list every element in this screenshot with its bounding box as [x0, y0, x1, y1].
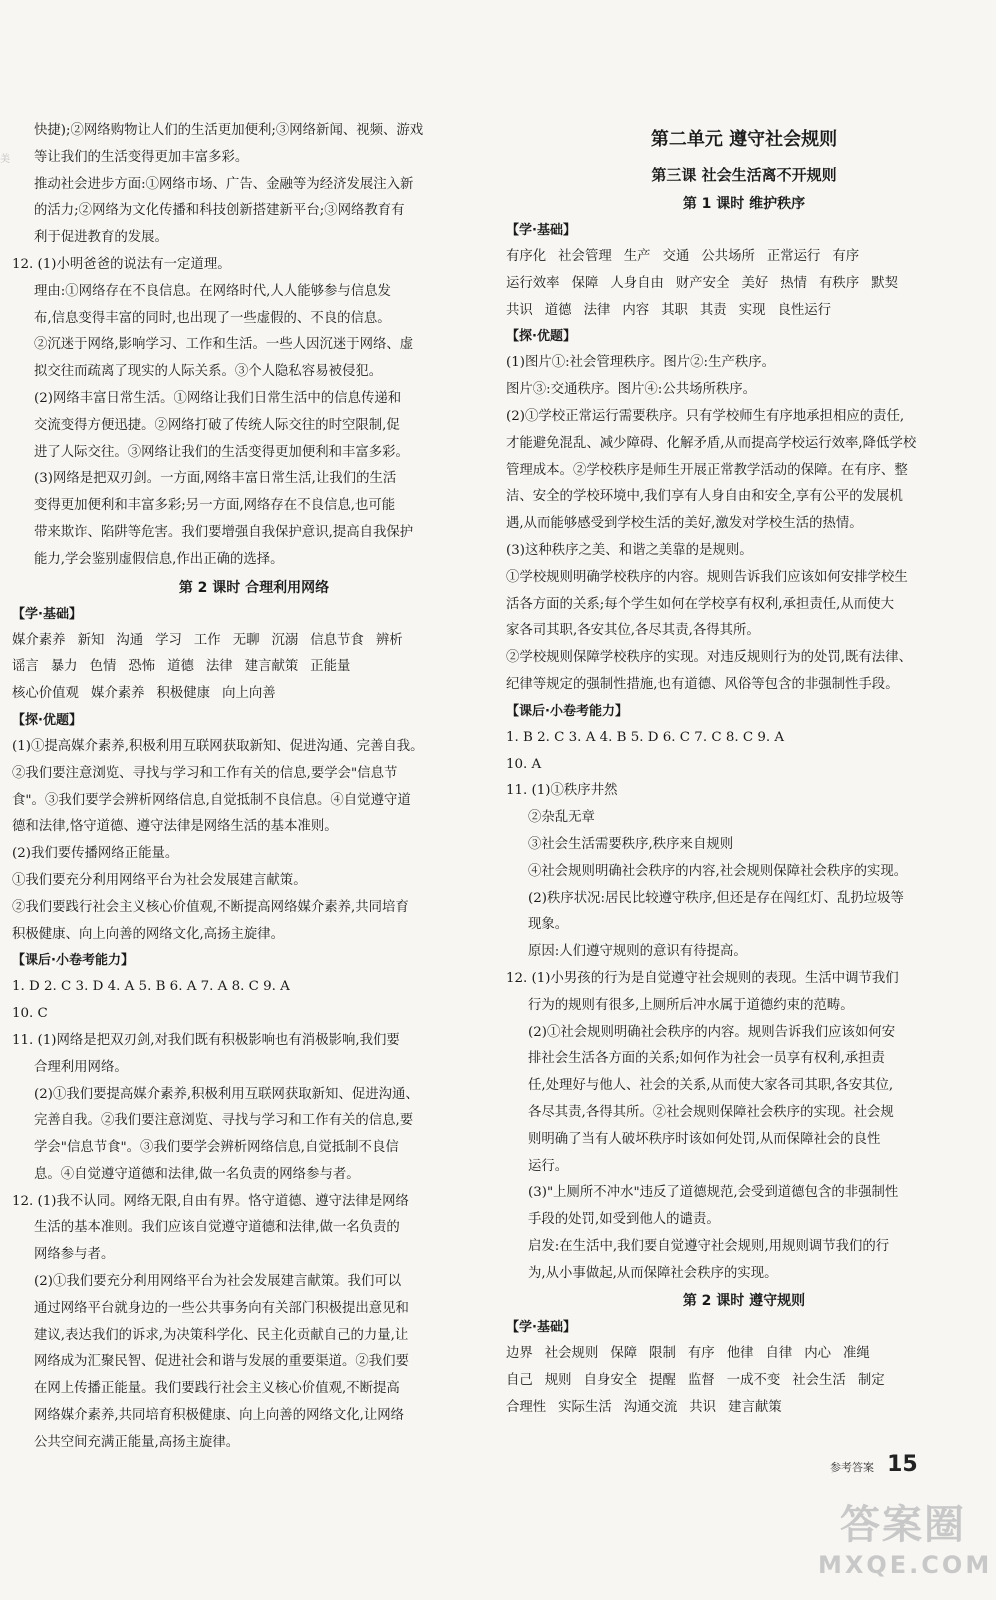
text-line: 完善自我。②我们要注意浏览、寻找与学习和工作有关的信息,要	[34, 1113, 414, 1129]
keyword: 学习	[155, 632, 182, 648]
keyword-row	[506, 1341, 982, 1368]
keyword: 生产	[623, 249, 651, 264]
text-line: 德和法律,恪守道德、遵守法律是网络生活的基本准则。	[12, 819, 338, 835]
keyword: 法律	[205, 659, 233, 675]
keyword: 色情	[89, 659, 117, 675]
text-line: ②我们要注意浏览、寻找与学习和工作有关的信息,要学会"信息节	[12, 765, 398, 781]
text-line: 网络成为汇聚民智、促进社会和谐与发展的重要渠道。②我们要	[34, 1354, 409, 1370]
left-answers-part2	[12, 734, 496, 948]
text-line: ①学校规则明确学校秩序的内容。规则告诉我们应该如何安排学校生	[506, 569, 908, 585]
section-learn-basics: 【学·基础】	[506, 223, 576, 238]
text-line: 利于促进教育的发展。	[34, 230, 168, 246]
keyword: 核心价值观	[12, 686, 79, 702]
keyword: 限制	[649, 1346, 676, 1362]
text-line: 网络参与者。	[34, 1247, 115, 1263]
text-line: (2)①我们要充分利用网络平台为社会发展建言献策。我们可以	[34, 1274, 402, 1290]
text-line: 为,从小事做起,从而保障社会秩序的实现。	[528, 1265, 778, 1281]
left-answers-part1	[12, 118, 496, 574]
text-line: 10. A	[506, 756, 542, 772]
text-line: ①我们要充分利用网络平台为社会发展建言献策。	[12, 872, 307, 888]
text-line: 拟交往而疏离了现实的人际关系。③个人隐私容易被侵犯。	[34, 364, 383, 380]
text-line: 的活力;②网络为文化传播和科技创新搭建新平台;③网络教育有	[34, 203, 405, 219]
keyword: 规则	[544, 1373, 572, 1389]
keyword: 社会规则	[544, 1346, 599, 1362]
keyword: 内心	[804, 1346, 832, 1362]
keyword-row	[12, 628, 496, 655]
keyword: 有序化	[506, 249, 547, 264]
text-line: 推动社会进步方面:①网络市场、广告、金融等为经济发展注入新	[34, 176, 414, 192]
text-line: (1)图片①:社会管理秩序。图片②:生产秩序。	[506, 355, 776, 371]
keyword: 共识	[506, 302, 533, 318]
section-learn-basics: 【学·基础】	[506, 1320, 576, 1336]
keyword: 有序	[687, 1346, 715, 1362]
text-line: 原因:人们遵守规则的意识有待提高。	[528, 944, 747, 960]
keyword: 其职	[661, 302, 688, 318]
text-line: 12. (1)我不认同。网络无限,自由有界。恪守道德、遵守法律是网络	[12, 1193, 409, 1209]
text-line: 11. (1)①秩序井然	[506, 783, 618, 799]
text-line: 10. C	[12, 1006, 48, 1022]
period-2-title: 第 2 课时 遵守规则	[682, 1293, 806, 1310]
keyword: 恐怖	[128, 659, 156, 675]
text-line: 运行。	[528, 1158, 569, 1174]
watermark-domain: MXQE.COM	[818, 1551, 993, 1579]
keyword: 自己	[506, 1373, 533, 1389]
text-line: 息。④自觉遵守道德和法律,做一名负责的网络参与者。	[34, 1166, 360, 1182]
keyword: 媒介素养	[90, 686, 145, 702]
keyword: 社会管理	[558, 249, 612, 264]
keyword: 无聊	[232, 632, 260, 648]
keyword: 公共场所	[701, 249, 755, 264]
text-line: 建议,表达我们的诉求,为决策科学化、民主化贡献自己的力量,让	[34, 1327, 409, 1343]
text-line: (2)网络丰富日常生活。①网络让我们日常生活中的信息传递和	[34, 390, 402, 406]
margin-mark: 美	[0, 154, 10, 165]
text-line: 网络媒介素养,共同培育积极健康、向上向善的网络文化,让网络	[34, 1408, 405, 1424]
period-1-title: 第 1 课时 维护秩序	[682, 196, 806, 212]
text-line: (2)①我们要提高媒介素养,积极利用互联网获取新知、促进沟通、	[34, 1086, 419, 1102]
text-line: ②学校规则保障学校秩序的实现。对违反规则行为的处罚,既有法律、	[506, 650, 912, 666]
keyword: 监督	[687, 1373, 715, 1389]
keyword: 热情	[780, 275, 808, 291]
text-line: 公共空间充满正能量,高扬主旋律。	[34, 1434, 240, 1450]
text-line: 家各司其职,各安其位,各尽其责,各得其所。	[506, 623, 760, 639]
text-line: 食"。③我们要学会辨析网络信息,自觉抵制不良信息。④自觉遵守道	[12, 792, 411, 808]
keyword-row	[506, 1368, 982, 1395]
text-line: 才能避免混乱、减少障碍、化解矛盾,从而提高学校运行效率,降低学校	[506, 435, 917, 451]
keyword: 谣言	[12, 659, 39, 675]
text-line: 手段的处罚,如受到他人的谴责。	[528, 1212, 720, 1228]
text-line: 布,信息变得丰富的同时,也出现了一些虚假的、不良的信息。	[34, 310, 391, 326]
keyword: 正能量	[310, 659, 351, 675]
keyword: 社会生活	[792, 1373, 846, 1389]
page-footer	[830, 1452, 918, 1477]
text-line: 图片③:交通秩序。图片④:公共场所秩序。	[506, 382, 757, 398]
text-line: 活各方面的关系;每个学生如何在学校享有权利,承担责任,从而使大	[506, 596, 894, 612]
keyword-row	[12, 654, 496, 681]
text-line: (1)①提高媒介素养,积极利用互联网获取新知、促进沟通、完善自我。	[12, 738, 424, 754]
keyword: 法律	[583, 302, 611, 318]
text-line: ③社会生活需要秩序,秩序来自规则	[528, 836, 734, 852]
watermark-text: 答案圈	[840, 1502, 966, 1548]
keyword: 财产安全	[675, 275, 730, 291]
keyword: 运行效率	[506, 275, 560, 291]
keyword: 边界	[506, 1346, 533, 1362]
footer-label: 参考答案	[830, 1461, 874, 1474]
text-line: 通过网络平台就身边的一些公共事务向有关部门积极提出意见和	[34, 1300, 409, 1316]
text-line: 排社会生活各方面的关系;如何作为社会一员享有权利,承担责	[528, 1051, 885, 1067]
text-line: 则明确了当有人破坏秩序时该如何处罚,从而保障社会的良性	[528, 1131, 881, 1147]
keyword: 有序	[832, 249, 860, 264]
text-line: ②我们要践行社会主义核心价值观,不断提高网络媒介素养,共同培育	[12, 899, 409, 915]
text-line: 管理成本。②学校秩序是师生开展正常教学活动的保障。在有序、整	[506, 462, 908, 478]
text-line: 带来欺诈、陷阱等危害。我们要增强自我保护意识,提高自我保护	[34, 524, 414, 540]
section-learn-basics: 【学·基础】	[12, 606, 82, 622]
text-line: 行为的规则有很多,上厕所后冲水属于道德约束的范畴。	[528, 997, 854, 1013]
text-line: 各尽其责,各得其所。②社会规则保障社会秩序的实现。社会规	[528, 1104, 894, 1120]
left-column	[12, 118, 496, 1457]
text-line: (2)秩序状况:居民比较遵守秩序,但还是存在闯红灯、乱扔垃圾等	[528, 890, 904, 906]
text-line: 交流变得方便迅捷。②网络打破了传统人际交往的时空限制,促	[34, 417, 400, 433]
section-after-class: 【课后·小卷考能力】	[506, 703, 628, 719]
keyword: 一成不变	[726, 1373, 781, 1389]
keyword: 积极健康	[156, 686, 211, 702]
right-column	[506, 118, 982, 1422]
keyword: 其责	[699, 302, 727, 318]
text-line: 任,处理好与他人、社会的关系,从而使大家各司其职,各安其位,	[528, 1078, 894, 1094]
keyword: 准绳	[843, 1346, 870, 1362]
keyword-row	[506, 271, 982, 298]
text-line: 学会"信息节食"。③我们要学会辨析网络信息,自觉抵制不良信	[34, 1140, 399, 1156]
text-line: (3)网络是把双刃剑。一方面,网络丰富日常生活,让我们的生活	[34, 471, 397, 487]
right-answers-part2	[506, 725, 982, 1288]
section-after-class: 【课后·小卷考能力】	[12, 953, 134, 969]
text-line: 1. B 2. C 3. A 4. B 5. D 6. C 7. C 8. C 9. A	[506, 729, 785, 745]
text-line: (2)①社会规则明确社会秩序的内容。规则告诉我们应该如何安	[528, 1024, 896, 1040]
text-line: (3)"上厕所不冲水"违反了道德规范,会受到道德包含的非强制性	[528, 1185, 899, 1201]
section-explore: 【探·优题】	[12, 712, 82, 728]
keyword: 共识	[689, 1400, 717, 1416]
keyword: 合理性	[506, 1400, 547, 1416]
keyword: 提醒	[649, 1373, 676, 1389]
keyword-row	[506, 244, 982, 271]
keyword: 新知	[77, 632, 105, 648]
keyword: 有秩序	[819, 275, 860, 291]
text-line: ②沉迷于网络,影响学习、工作和生活。一些人因沉迷于网络、虚	[34, 337, 414, 353]
keyword: 暴力	[50, 659, 78, 675]
text-line: ②杂乱无章	[528, 810, 595, 826]
text-line: 生活的基本准则。我们应该自觉遵守道德和法律,做一名负责的	[34, 1220, 400, 1236]
text-line: 遇,从而能够感受到学校生活的美好,激发对学校生活的热情。	[506, 516, 863, 532]
text-line: 现象。	[528, 917, 569, 933]
text-line: 快捷);②网络购物让人们的生活更加便利;③网络新闻、视频、游戏	[34, 123, 424, 138]
keyword: 建言献策	[244, 659, 299, 675]
text-line: 进了人际交往。③网络让我们的生活变得更加便利和丰富多彩。	[34, 444, 409, 460]
text-line: (2)①学校正常运行需要秩序。只有学校师生有序地承担相应的责任,	[506, 408, 905, 424]
keyword: 他律	[726, 1346, 754, 1362]
text-line: 积极健康、向上向善的网络文化,高扬主旋律。	[12, 926, 285, 942]
text-line: 1. D 2. C 3. D 4. A 5. B 6. A 7. A 8. C 9. A	[12, 979, 290, 995]
text-line: 12. (1)小明爸爸的说法有一定道理。	[12, 256, 231, 272]
keyword: 沉溺	[271, 632, 299, 648]
text-line: 合理利用网络。	[34, 1059, 128, 1075]
keyword: 保障	[571, 275, 599, 291]
text-line: (2)我们要传播网络正能量。	[12, 846, 179, 862]
text-line: 变得更加便利和丰富多彩;另一方面,网络存在不良信息,也可能	[34, 498, 396, 514]
text-line: 在网上传播正能量。我们要践行社会主义核心价值观,不断提高	[34, 1381, 400, 1397]
keyword: 工作	[193, 632, 221, 648]
keyword: 实现	[738, 302, 766, 318]
left-answers-part3	[12, 974, 496, 1456]
lesson-title: 第三课 社会生活离不开规则	[651, 166, 837, 184]
page-number: 15	[887, 1452, 918, 1477]
keyword: 人身自由	[610, 275, 664, 291]
text-line: (3)这种秩序之美、和谐之美靠的是规则。	[506, 542, 753, 558]
keyword: 内容	[622, 302, 650, 318]
keyword: 道德	[167, 659, 194, 675]
section-explore: 【探·优题】	[506, 329, 576, 345]
keyword-row	[506, 1395, 982, 1422]
keyword: 建言献策	[728, 1400, 782, 1416]
keyword: 道德	[544, 302, 572, 318]
text-line: 等让我们的生活变得更加丰富多彩。	[34, 149, 249, 165]
text-line: 12. (1)小男孩的行为是自觉遵守社会规则的表现。生活中调节我们	[506, 970, 899, 986]
keyword: 沟通	[116, 632, 144, 648]
keyword: 辨析	[375, 632, 403, 648]
keyword-row	[506, 298, 982, 325]
keyword: 沟通交流	[623, 1400, 678, 1416]
keyword: 媒介素养	[12, 632, 66, 648]
keyword: 制定	[857, 1373, 885, 1389]
keyword: 交通	[662, 249, 690, 264]
text-line: 启发:在生活中,我们要自觉遵守社会规则,用规则调节我们的行	[528, 1238, 890, 1254]
watermark-logo	[818, 1500, 993, 1588]
text-line: 洁、安全的学校环境中,我们享有人身自由和安全,享有公平的发展机	[506, 489, 903, 505]
unit-title: 第二单元 遵守社会规则	[650, 129, 838, 150]
text-line: 理由:①网络存在不良信息。在网络时代,人人能够参与信息发	[34, 283, 391, 299]
keyword: 自身安全	[583, 1373, 638, 1389]
keyword: 良性运行	[777, 302, 832, 318]
keyword: 美好	[741, 275, 769, 291]
period-2-title: 第 2 课时 合理利用网络	[178, 579, 330, 596]
text-line: 纪律等规定的强制性措施,也有道德、风俗等包含的非强制性手段。	[506, 676, 899, 692]
right-answers-part1	[506, 350, 982, 698]
keyword: 向上向善	[222, 686, 276, 702]
text-line: 11. (1)网络是把双刃剑,对我们既有积极影响也有消极影响,我们要	[12, 1032, 400, 1048]
text-line: 能力,学会鉴别虚假信息,作出正确的选择。	[34, 551, 284, 567]
keyword: 信息节食	[310, 632, 364, 648]
keyword: 保障	[610, 1346, 638, 1362]
keyword: 默契	[871, 275, 898, 291]
keyword: 正常运行	[766, 249, 821, 264]
text-line: ④社会规则明确社会秩序的内容,社会规则保障社会秩序的实现。	[528, 863, 908, 879]
keyword: 自律	[765, 1346, 793, 1362]
keyword-row	[12, 681, 496, 708]
keyword: 实际生活	[558, 1400, 612, 1416]
